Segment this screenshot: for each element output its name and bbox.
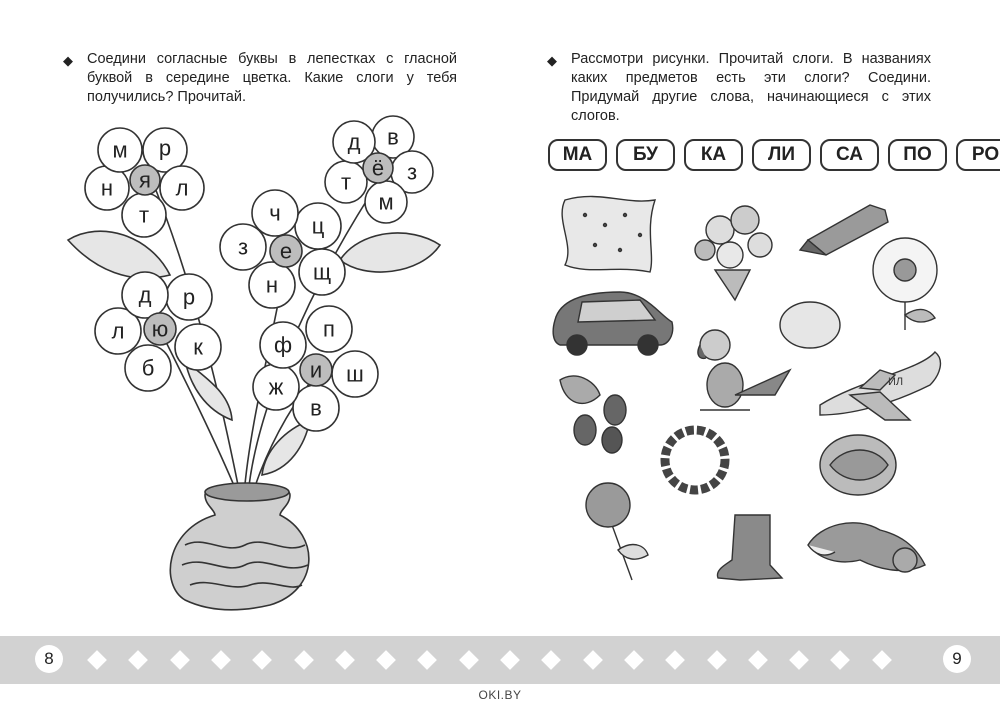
syllable-box[interactable]: БУ xyxy=(616,139,675,171)
fox-icon[interactable] xyxy=(808,523,925,572)
petal-letter: м xyxy=(378,189,394,215)
bullet-diamond-icon: ◆ xyxy=(63,53,73,68)
page-number-right: 9 xyxy=(943,645,971,673)
petal-letter: ц xyxy=(311,213,325,239)
syllable-box[interactable]: ЛИ xyxy=(752,139,811,171)
bullet-diamond-icon: ◆ xyxy=(547,53,557,68)
petal-letter: л xyxy=(111,318,125,344)
beads-icon[interactable] xyxy=(665,430,725,490)
petal-letter: р xyxy=(182,284,196,310)
page-number-left: 8 xyxy=(35,645,63,673)
boot-icon[interactable] xyxy=(717,515,782,580)
petal-letter: д xyxy=(138,282,152,308)
petal-letter: щ xyxy=(312,259,332,285)
petal-letter: з xyxy=(406,159,418,185)
center-letter: е xyxy=(279,238,293,264)
syllable-box[interactable]: КА xyxy=(684,139,743,171)
petal-letter: ф xyxy=(273,332,293,358)
petal-letter: м xyxy=(112,137,128,163)
petal-letter: з xyxy=(237,234,249,260)
left-instruction-text: Соедини согласные буквы в лепестках с гласной буквой в середине цветка. Какие слоги у тебя получились? Прочитай. xyxy=(87,51,457,105)
pencil-icon[interactable] xyxy=(800,205,888,255)
syllable-box[interactable]: МА xyxy=(548,139,607,171)
parrot-icon[interactable] xyxy=(698,330,790,410)
center-letter: ё xyxy=(371,155,385,181)
right-instruction-text: Рассмотри рисунки. Прочитай слоги. В названиях каких предметов есть эти слоги? Соедини. Придумай другие слова, начинающиеся с этих слогов. xyxy=(571,51,931,124)
petal-letter: ж xyxy=(268,374,284,400)
petal-letter: ч xyxy=(269,200,281,226)
daisy-icon[interactable] xyxy=(873,238,937,330)
petal-letter: в xyxy=(387,124,399,150)
airplane-icon[interactable] xyxy=(820,352,940,420)
watermark: OKI.BY xyxy=(478,688,522,702)
petal-letter: в xyxy=(310,395,322,421)
petal-letter: б xyxy=(141,355,155,381)
petal-letter: д xyxy=(347,129,361,155)
car-icon[interactable] xyxy=(553,292,673,355)
bouquet-icon[interactable] xyxy=(695,206,772,300)
syllable-box[interactable]: СА xyxy=(820,139,879,171)
center-letter: и xyxy=(309,357,323,383)
petal-letter: т xyxy=(138,202,150,228)
cabbage-icon[interactable] xyxy=(820,435,896,495)
petal-letter: л xyxy=(175,175,189,201)
raspberry-icon[interactable] xyxy=(560,376,626,453)
airplane-label: ИЛ xyxy=(888,376,904,388)
syllable-box[interactable]: РО xyxy=(956,139,1000,171)
petal-letter: ш xyxy=(346,361,364,387)
center-letter: я xyxy=(139,167,151,193)
petal-letter: р xyxy=(158,135,172,161)
petal-letter: п xyxy=(323,316,335,342)
syllable-box[interactable]: ПО xyxy=(888,139,947,171)
pillow-icon[interactable] xyxy=(562,196,655,272)
petal-letter: н xyxy=(265,272,279,298)
center-letter: ю xyxy=(151,316,169,342)
rose-icon[interactable] xyxy=(586,483,648,580)
petal-letter: н xyxy=(100,175,114,201)
petal-letter: т xyxy=(340,169,352,195)
petal-letter: к xyxy=(193,334,203,360)
lemon-icon[interactable] xyxy=(780,302,840,348)
